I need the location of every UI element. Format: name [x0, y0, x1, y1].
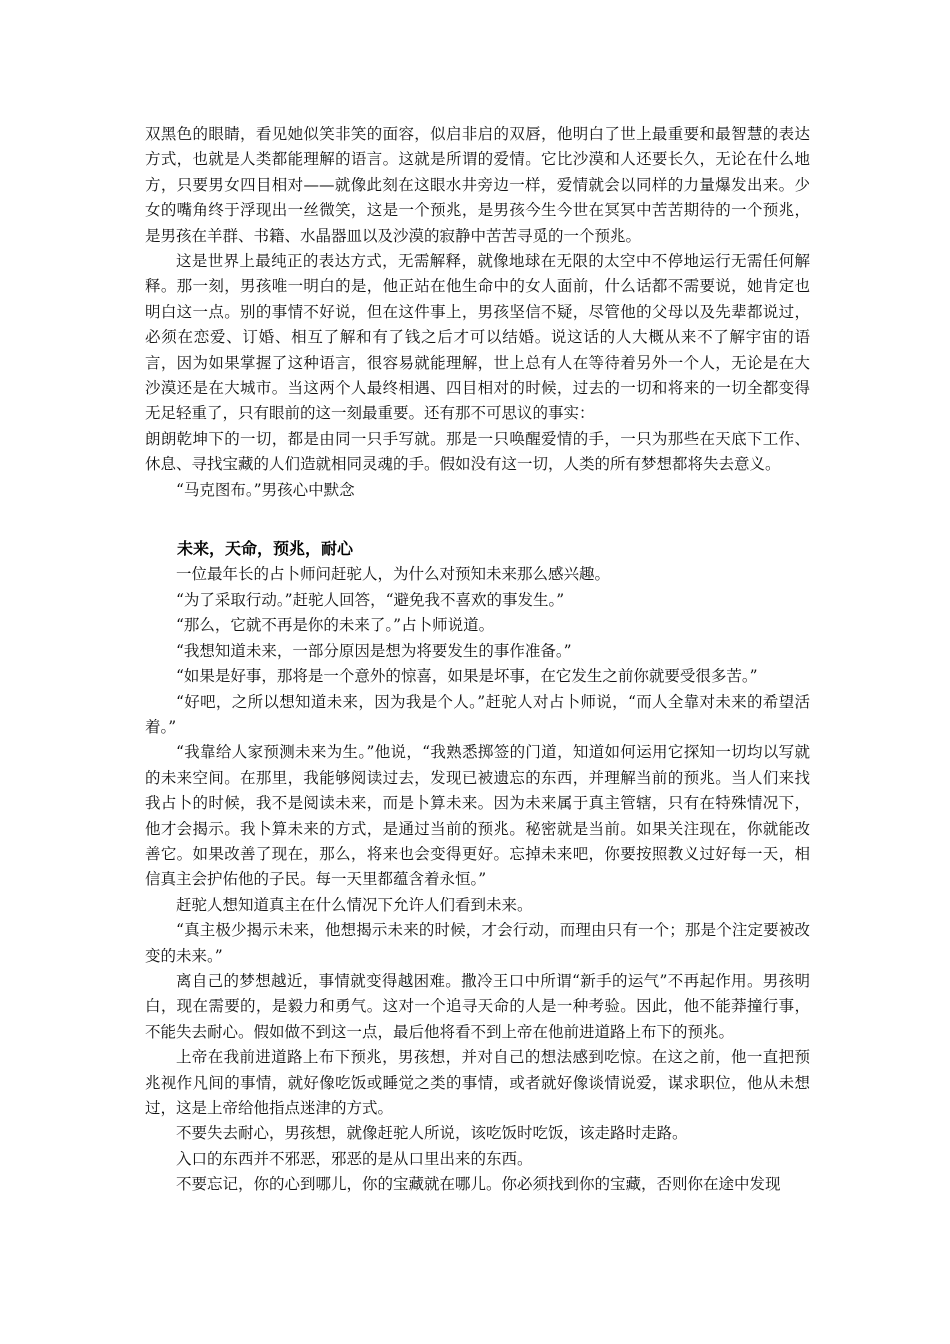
body-text-part2	[145, 562, 810, 1197]
paragraph: “为了采取行动。”赶驼人回答，“避免我不喜欢的事发生。”	[176, 590, 565, 609]
section-heading: 未来，天命，预兆，耐心	[177, 539, 354, 559]
paragraph: 赶驼人想知道真主在什么情况下允许人们看到未来。	[176, 895, 533, 914]
paragraph: 不要失去耐心，男孩想，就像赶驼人所说，该吃饭时吃饭，该走路时走路。	[176, 1124, 688, 1143]
document-page	[145, 122, 810, 1198]
paragraph: 双黑色的眼睛，看见她似笑非笑的面容，似启非启的双唇，他明白了世上最重要和最智慧的表达方式，也就是人类都能理解的语言。这就是所谓的爱情。它比沙漠和人还要长久，无论在什么地方，只要男女四目相对——就像此刻在这眼水井旁边一样，爱情就会以同样的力量爆发出来。少女的嘴角终于浮现出一丝微笑，这是一个预兆，是男孩今生今世在冥冥中苦苦期待的一个预兆，是男孩在羊群、书籍、水晶器皿以及沙漠的寂静中苦苦寻觅的一个预兆。	[145, 125, 810, 245]
paragraph: “马克图布。”男孩心中默念	[176, 480, 355, 499]
blank-line	[145, 503, 810, 528]
paragraph: 不要忘记，你的心到哪儿，你的宝藏就在哪儿。你必须找到你的宝藏，否则你在途中发现	[176, 1175, 781, 1194]
paragraph: “好吧，之所以想知道未来，因为我是个人。”赶驼人对占卜师说，“而人全靠对未来的希望活着。”	[145, 692, 810, 736]
paragraph: “真主极少揭示未来，他想揭示未来的时候，才会行动，而理由只有一个；那是个注定要被改变的未来。”	[145, 921, 810, 965]
paragraph: 上帝在我前进道路上布下预兆，男孩想，并对自己的想法感到吃惊。在这之前，他一直把预兆视作凡间的事情，就好像吃饭或睡觉之类的事情，或者就好像谈情说爱，谋求职位，他从未想过，这是上帝给他指点迷津的方式。	[145, 1048, 810, 1118]
paragraph: 朗朗乾坤下的一切，都是由同一只手写就。那是一只唤醒爱情的手，一只为那些在天底下工作、休息、寻找宝藏的人们造就相同灵魂的手。假如没有这一切，人类的所有梦想都将失去意义。	[145, 429, 810, 474]
paragraph: “如果是好事，那将是一个意外的惊喜，如果是坏事，在它发生之前你就要受很多苦。”	[176, 667, 758, 686]
paragraph: 这是世界上最纯正的表达方式，无需解释，就像地球在无限的太空中不停地运行无需任何解释。那一刻，男孩唯一明白的是，他正站在他生命中的女人面前，什么话都不需要说，她肯定也明白这一点。别的事情不好说，但在这件事上，男孩坚信不疑，尽管他的父母以及先辈都说过，必须在恋爱、订婚、相互了解和有了钱之后才可以结婚。说这话的人大概从来不了解宇宙的语言，因为如果掌握了这种语言，很容易就能理解，世上总有人在等待着另外一个人，无论是在大沙漠还是在大城市。当这两个人最终相遇、四目相对的时候，过去的一切和将来的一切全都变得无足轻重了，只有眼前的这一刻最重要。还有那不可思议的事实：	[145, 252, 810, 423]
paragraph: 入口的东西并不邪恶，邪恶的是从口里出来的东西。	[176, 1149, 533, 1168]
paragraph: “我想知道未来，一部分原因是想为将要发生的事作准备。”	[176, 641, 572, 660]
paragraph: 离自己的梦想越近，事情就变得越困难。撒冷王口中所谓“新手的运气”不再起作用。男孩明白，现在需要的，是毅力和勇气。这对一个追寻天命的人是一种考验。因此，他不能莽撞行事，不能失去耐心。假如做不到这一点，最后他将看不到上帝在他前进道路上布下的预兆。	[145, 971, 810, 1041]
paragraph: 一位最年长的占卜师问赶驼人，为什么对预知未来那么感兴趣。	[176, 565, 611, 584]
paragraph: “我靠给人家预测未来为生。”他说，“我熟悉掷签的门道，知道如何运用它探知一切均以写就的未来空间。在那里，我能够阅读过去，发现已被遗忘的东西，并理解当前的预兆。当人们来找我占卜的时候，我不是阅读未来，而是卜算未来。因为未来属于真主管辖，只有在特殊情况下，他才会揭示。我卜算未来的方式，是通过当前的预兆。秘密就是当前。如果关注现在，你就能改善它。如果改善了现在，那么，将来也会变得更好。忘掉未来吧，你要按照教义过好每一天，相信真主会护佑他的子民。每一天里都蕴含着永恒。”	[145, 743, 810, 889]
body-text-part1	[145, 122, 810, 503]
paragraph: “那么，它就不再是你的未来了。”占卜师说道。	[176, 616, 495, 635]
